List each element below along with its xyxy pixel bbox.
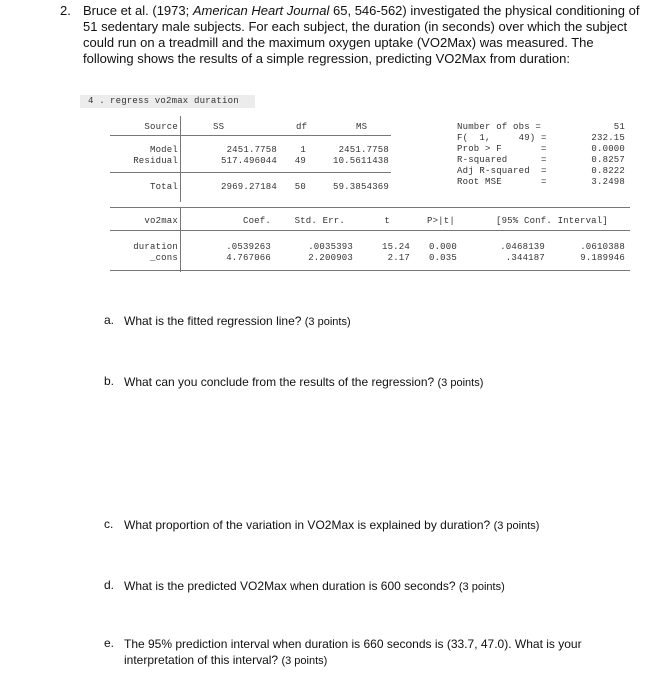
intro-text-start: Bruce et al. (1973;	[83, 3, 193, 18]
stat-value: 0.0000	[591, 144, 625, 154]
anova-divider	[180, 116, 181, 202]
anova-row-ss: 517.496044	[220, 156, 277, 166]
stat-value: 0.8222	[591, 166, 625, 176]
part-points: (3 points)	[437, 377, 484, 389]
anova-total-rule-right	[181, 172, 391, 173]
coef-header-var: vo2max	[144, 216, 178, 226]
coef-row-ci-low: .344187	[505, 253, 545, 263]
coef-row-p: 0.000	[428, 242, 457, 252]
stat-value: 232.15	[591, 133, 625, 143]
stat-label: Adj R-squared =	[457, 166, 547, 176]
part-question: What can you conclude from the results of the regression?	[124, 375, 435, 389]
part-d	[104, 578, 644, 596]
stat-label: F( 1, 49) =	[457, 133, 547, 143]
coef-header-p: P>|t|	[426, 216, 455, 226]
coef-row-ci-high: 9.189946	[580, 253, 625, 263]
part-b	[104, 374, 644, 392]
part-c	[104, 517, 644, 535]
part-letter: b.	[104, 374, 115, 388]
intro-text-rest: 65, 546-562) investigated the physical conditioning of 51 sedentary male subjects. For each subject, the duration (in seconds) over which the subject could run on a treadmill and the maximum oxygen uptake (VO2Max) was measured. The following shows the results of a simple regression, predicting VO2Max from duration:	[83, 3, 640, 66]
question-number: 2.	[60, 3, 71, 18]
coef-header-se: Std. Err.	[294, 216, 345, 226]
anova-row-ms: 2451.7758	[338, 145, 389, 155]
coef-row-t: 15.24	[381, 242, 410, 252]
anova-row-df: 50	[294, 182, 306, 192]
anova-header-source: Source	[144, 122, 178, 132]
question-intro	[83, 3, 643, 67]
journal-name: American Heart Journal	[192, 3, 330, 18]
part-question: What is the fitted regression line?	[124, 314, 302, 328]
stat-value: 51	[613, 122, 625, 132]
coef-header-t: t	[384, 216, 390, 226]
anova-header-ss: SS	[213, 122, 225, 132]
anova-header-rule-left	[110, 135, 180, 136]
coef-row-ci-high: .0610388	[580, 242, 625, 252]
anova-row-ss: 2451.7758	[226, 145, 277, 155]
part-question: The 95% prediction interval when duration is 660 seconds is (33.7, 47.0). What is your interpretation of this interval?	[124, 637, 582, 667]
anova-row-ms: 10.5611438	[332, 156, 389, 166]
regression-output	[80, 92, 635, 277]
coef-top-rule	[110, 207, 630, 208]
anova-header-df: df	[296, 122, 308, 132]
coef-divider	[180, 208, 181, 272]
stat-label: Root MSE =	[457, 177, 547, 187]
coef-row-coef: .0539263	[226, 242, 271, 252]
anova-row-ss: 2969.27184	[220, 182, 277, 192]
command-prompt: 4 .	[88, 96, 105, 106]
part-letter: d.	[104, 578, 115, 592]
part-letter: a.	[104, 313, 115, 327]
part-letter: e.	[104, 636, 115, 650]
coef-row-ci-low: .0468139	[500, 242, 545, 252]
anova-total-rule-left	[110, 172, 180, 173]
anova-row-df: 1	[300, 145, 306, 155]
coef-header-ci: [95% Conf. Interval]	[495, 216, 608, 226]
anova-row-source: Residual	[133, 156, 178, 166]
coef-row-se: .0035393	[308, 242, 353, 252]
stat-value: 3.2498	[591, 177, 625, 187]
coef-header-rule-right	[181, 230, 630, 231]
part-points: (3 points)	[281, 655, 328, 667]
part-e	[104, 636, 624, 670]
coef-row-p: 0.035	[428, 253, 457, 263]
command-text: regress vo2max duration	[110, 96, 239, 106]
coef-row-coef: 4.767066	[226, 253, 271, 263]
anova-row-ms: 59.3854369	[332, 182, 389, 192]
stat-value: 0.8257	[591, 155, 625, 165]
part-question: What is the predicted VO2Max when duration is 600 seconds?	[124, 579, 456, 593]
coef-header-rule-left	[110, 230, 180, 231]
part-points: (3 points)	[304, 316, 351, 328]
anova-row-df: 49	[294, 156, 306, 166]
stat-label: Prob > F =	[457, 144, 547, 154]
anova-row-source: Total	[149, 182, 178, 192]
coef-row-t: 2.17	[387, 253, 410, 263]
anova-header-ms: MS	[356, 122, 368, 132]
anova-row-source: Model	[149, 145, 178, 155]
part-points: (3 points)	[458, 581, 505, 593]
coef-bottom-rule	[110, 270, 630, 271]
part-letter: c.	[104, 517, 114, 531]
part-a	[104, 313, 644, 331]
part-points: (3 points)	[493, 520, 540, 532]
stat-label: R-squared =	[457, 155, 547, 165]
coef-row-var: _cons	[149, 253, 178, 263]
part-question: What proportion of the variation in VO2Max is explained by duration?	[124, 518, 491, 532]
coef-header-coef: Coef.	[242, 216, 271, 226]
coef-row-se: 2.200903	[308, 253, 353, 263]
coef-row-var: duration	[133, 242, 178, 252]
stat-label: Number of obs =	[457, 122, 542, 132]
anova-header-rule-right	[181, 135, 391, 136]
